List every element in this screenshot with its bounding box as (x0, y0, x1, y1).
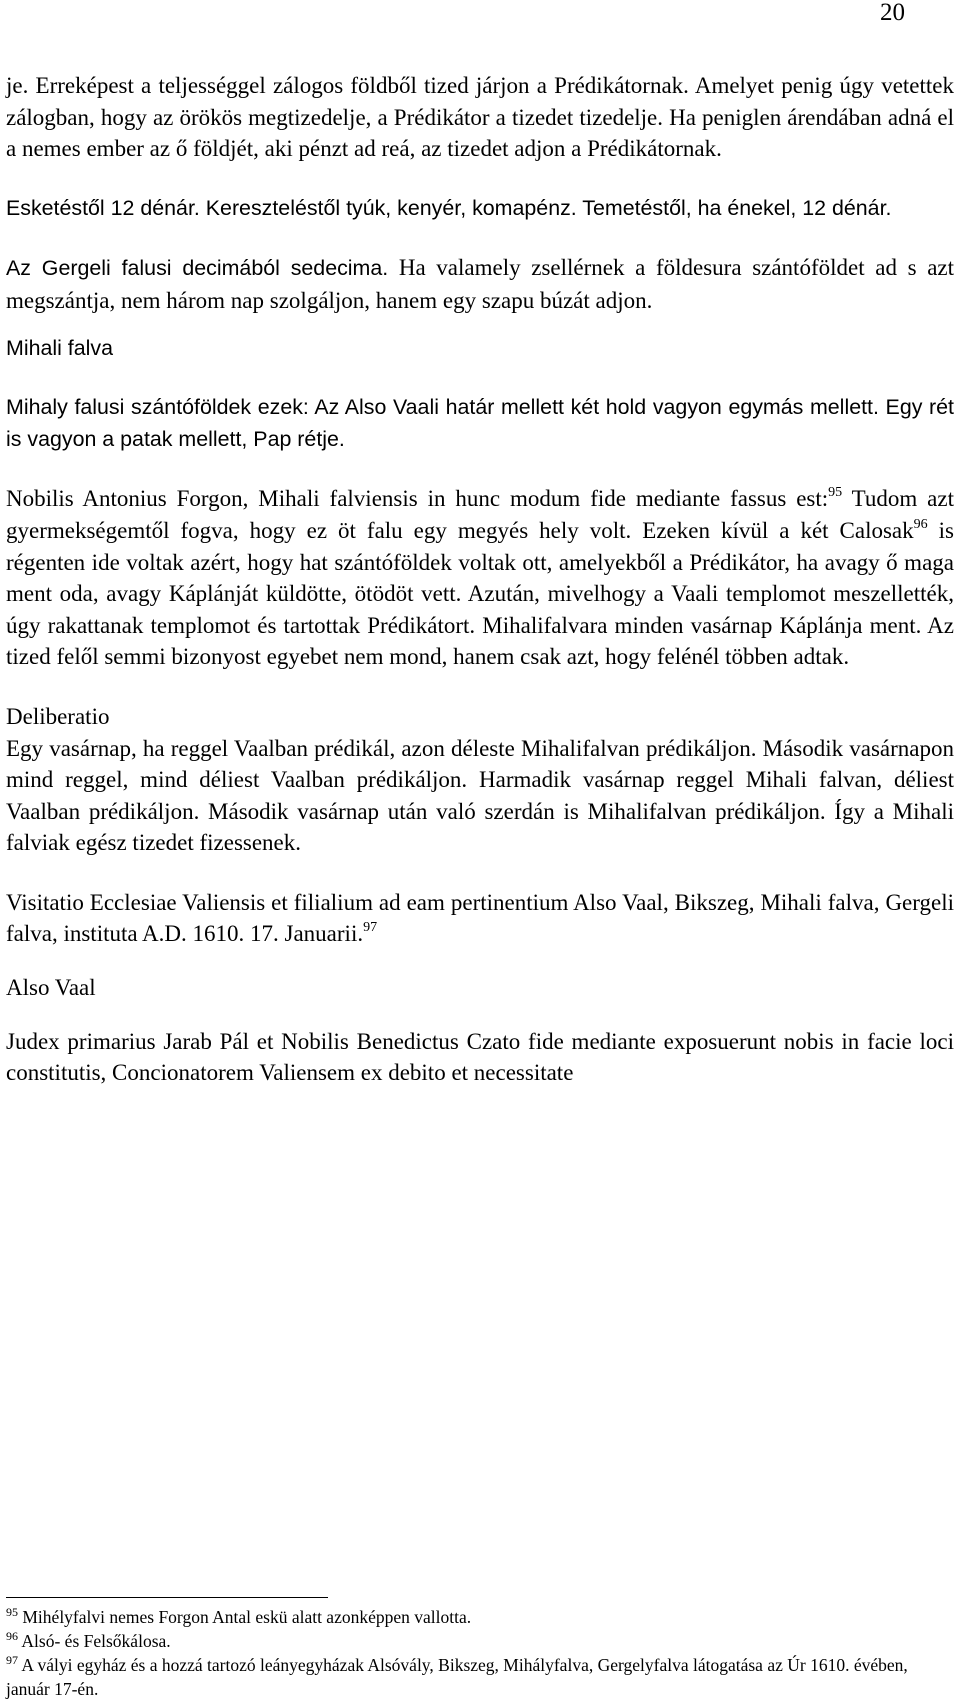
paragraph-3 (6, 252, 954, 316)
footnote-number: 97 (6, 1653, 18, 1667)
footnote-ref-95[interactable]: 95 (828, 485, 843, 501)
section-heading-also-vaal: Also Vaal (6, 975, 96, 1001)
footnote-text: Alsó- és Felsőkálosa. (21, 1631, 171, 1651)
footnote-text: Mihélyfalvi nemes Forgon Antal eskü alatt azonképpen vallotta. (22, 1607, 472, 1627)
paragraph-9 (6, 887, 954, 950)
footnote-96 (6, 1629, 954, 1653)
page-number: 20 (880, 0, 905, 26)
paragraph-2: Esketéstől 12 dénár. Kereszteléstől tyúk, kenyér, komapénz. Temetéstől, ha énekel, 12 dénár. (6, 195, 892, 220)
footnote-95 (6, 1605, 954, 1629)
footnote-text: A vályi egyház és a hozzá tartozó leányegyházak Alsóvály, Bikszeg, Mihályfalva, Gergelyfalva látogatása az Úr 1610. évében, január 17-én. (6, 1655, 908, 1699)
footnote-divider (6, 1597, 328, 1598)
paragraph-9-text: Visitatio Ecclesiae Valiensis et filialium ad eam pertinentium Also Vaal, Bikszeg, Mihali falva, Gergeli falva, instituta A.D. 1610. 17. Januarii. (6, 889, 954, 947)
footnote-ref-97[interactable]: 97 (363, 920, 378, 936)
section-heading-deliberatio: Deliberatio (6, 703, 110, 729)
paragraph-6-part-2: Tudom azt gyermekségemtől fogva, hogy ez öt falu egy megyés hely volt. Ezeken kívül a két Calosak (6, 486, 954, 543)
body-text (6, 70, 954, 1089)
section-heading-mihali-falva: Mihali falva (6, 335, 113, 360)
footnotes (6, 1605, 954, 1701)
paragraph-1: je. Erreképest a teljességgel zálogos földből tized járjon a Prédikátornak. Amelyet penig úgy vetettek zálogban, hogy az örökös megtizedelje, a Prédikátor a tizedet tizedelje. Ha peniglen árendában adná el a nemes ember az ő földjét, aki pénzt ad reá, az tizedet adjon a Prédikátornak. (6, 73, 954, 162)
footnote-ref-96[interactable]: 96 (913, 516, 928, 532)
paragraph-6 (6, 483, 954, 673)
paragraph-11: Judex primarius Jarab Pál et Nobilis Benedictus Czato fide mediante exposuerunt nobis in facie loci constitutis, Concionatorem Valiensem ex debito et necessitate (6, 1028, 954, 1086)
footnote-number: 96 (6, 1629, 18, 1643)
footnote-number: 95 (6, 1605, 18, 1619)
paragraph-5: Mihaly falusi szántóföldek ezek: Az Also Vaali határ mellett két hold vagyon egymás mellett. Egy rét is vagyon a patak mellett, Pap rétje. (6, 395, 954, 451)
paragraph-8: Egy vasárnap, ha reggel Vaalban prédikál, azon déleste Mihalifalvan prédikáljon. Második vasárnapon mind reggel, mind déliest Vaalban prédikáljon. Harmadik vasárnap reggel Mihali falvan, déliest Vaalban prédikáljon. Második vasárnap után való szerdán is Mihalifalvan prédikáljon. Így a Mihali falviak egész tizedet fizessenek. (6, 735, 954, 856)
paragraph-6-part-1: Nobilis Antonius Forgon, Mihali falviensis in hunc modum fide mediante fassus est: (6, 486, 829, 512)
paragraph-3-lead: Az Gergeli falusi decimából sedecima. (6, 256, 389, 281)
paragraph-3-rest: Ha valamely zsellérnek a földesura szántóföldet ad s azt megszántja, nem három nap szolgáljon, hanem egy szapu búzát adjon. (6, 255, 954, 313)
paragraph-6-part-3: is régenten ide voltak azért, hogy hat szántóföldek voltak ott, amelyekből a Prédikátor, ha avagy ő maga ment oda, avagy Káplánját küldötte, ötödöt vett. Azután, mivelhogy a Vaali templomot meszellették, úgy rakattanak templomot és tartottak Prédikátort. Mihalifalvara minden vasárnap Káplánja ment. Az tized felől semmi bizonyost egyebet nem mond, hanem csak azt, hogy felénél többen adtak. (6, 517, 954, 670)
